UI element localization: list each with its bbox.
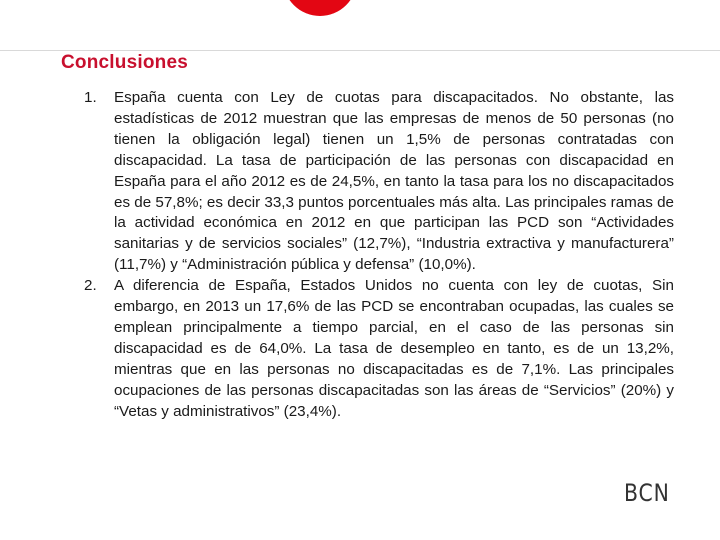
list-item-text: A diferencia de España, Estados Unidos no cuenta con ley de cuotas, Sin embargo, en 2013 un 17,6% de las PCD se encontraban ocupadas, las cuales se emplean principalmente a tiempo parcial, en el caso de las personas sin discapacidad es de 64,0%. La tasa de desempleo en tanto, es de un 13,2%, mientras que en las personas no discapacitadas es de 7,1%. Las principales ocupaciones de las personas discapacitadas son las áreas de “Servicios” (20%) y “Vetas y administrativos” (23,4%).: [114, 277, 674, 420]
red-circle-decoration: [283, 0, 357, 16]
conclusions-list: [84, 88, 674, 423]
slide-title: Conclusiones: [61, 52, 188, 73]
bcn-logo: BCN: [624, 479, 670, 507]
list-item: [84, 276, 674, 422]
list-item: [84, 88, 674, 276]
list-item-number: 2.: [84, 277, 97, 295]
list-item-number: 1.: [84, 89, 97, 106]
header-divider: [0, 50, 720, 51]
list-item-text: España cuenta con Ley de cuotas para discapacitados. No obstante, las estadísticas de 2012 muestran que las empresas de menos de 50 personas (no tienen la obligación legal) tienen un 1,5% de personas contratadas con discapacidad. La tasa de participación de las personas con discapacidad en España para el año 2012 es de 24,5%, en tanto la tasa para los no discapacitados es de 57,8%; es decir 33,3 puntos porcentuales más alta. Las principales ramas de la actividad económica en 2012 en que participan las PCD son “Actividades sanitarias y de servicios sociales” (12,7%), “Industria extractiva y manufacturera” (11,7%) y “Administración pública y defensa” (10,0%).: [114, 89, 674, 274]
